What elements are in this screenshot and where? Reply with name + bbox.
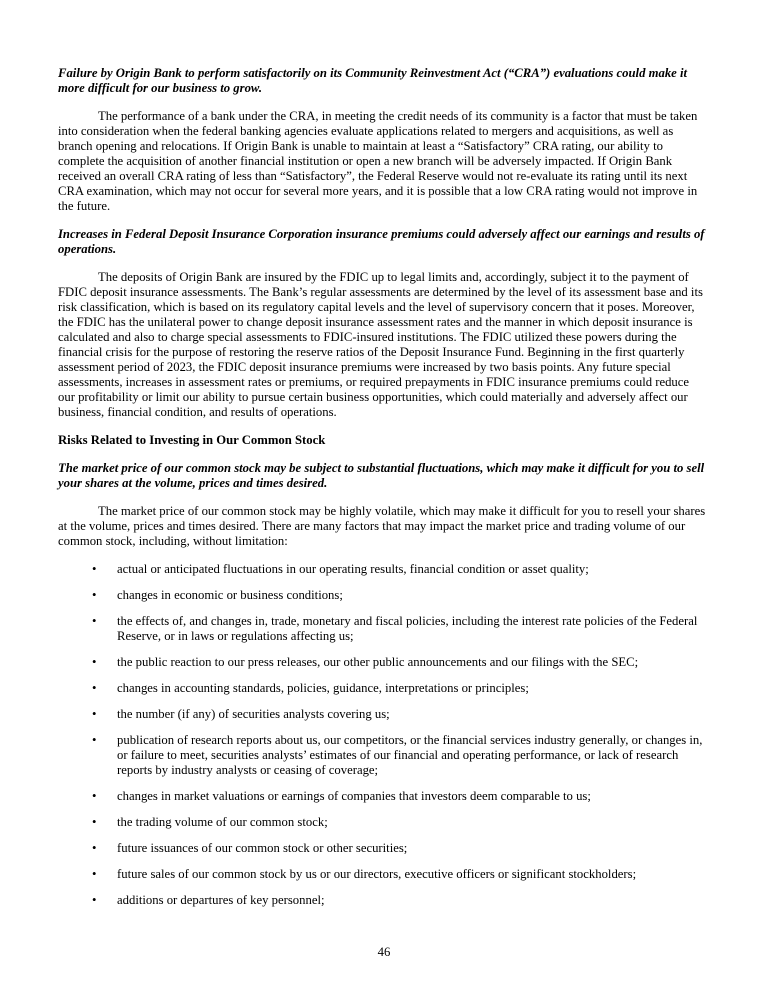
bullet-icon: • — [92, 562, 97, 576]
page-number: 46 — [377, 945, 391, 959]
bullet-item — [58, 707, 708, 722]
bullet-item — [58, 655, 708, 670]
bullet-icon: • — [92, 681, 97, 695]
section-heading: Increases in Federal Deposit Insurance Corporation insurance premiums could adversely affect our earnings and results of operations. — [58, 227, 705, 256]
bullet-item-text: the number (if any) of securities analysts covering us; — [117, 707, 390, 721]
bullet-icon: • — [92, 867, 97, 881]
body-paragraph: The market price of our common stock may be highly volatile, which may make it difficult for you to resell your shares at the volume, prices and times desired. There are many factors that may impact the market price and trading volume of our common stock, including, without limitation: — [58, 504, 706, 548]
bullet-item-text: publication of research reports about us, our competitors, or the financial services industry generally, or changes in, or failure to meet, securities analysts’ estimates of our financial and operating performance, or lack of research reports by industry analysts or ceasing of coverage; — [117, 733, 703, 777]
bullet-item — [58, 562, 708, 577]
bullet-item — [58, 681, 708, 696]
bullet-item-text: future issuances of our common stock or other securities; — [117, 841, 408, 855]
bullet-icon: • — [92, 893, 97, 907]
bullet-item-text: future sales of our common stock by us or our directors, executive officers or significant stockholders; — [117, 867, 637, 881]
section-heading: Risks Related to Investing in Our Common Stock — [58, 433, 326, 447]
bullet-item — [58, 893, 708, 908]
bullet-item-text: additions or departures of key personnel; — [117, 893, 325, 907]
bullet-item — [58, 815, 708, 830]
bullet-item-text: the public reaction to our press releases, our other public announcements and our filings with the SEC; — [117, 655, 639, 669]
bullet-icon: • — [92, 588, 97, 602]
bullet-item — [58, 614, 708, 644]
bullet-list — [58, 562, 708, 908]
bullet-item-text: changes in market valuations or earnings of companies that investors deem comparable to us; — [117, 789, 591, 803]
bullet-icon: • — [92, 614, 97, 628]
bullet-item — [58, 588, 708, 603]
body-paragraph: The performance of a bank under the CRA, in meeting the credit needs of its community is a factor that must be taken into consideration when the federal banking agencies evaluate applications related to mergers and acquisitions, as well as branch opening and relocations. If Origin Bank is unable to maintain at least a “Satisfactory” CRA rating, our ability to complete the acquisition of another financial institution or open a new branch will be adversely impacted. If Origin Bank received an overall CRA rating of less than “Satisfactory”, the Federal Reserve would not re-evaluate its rating until its next CRA examination, which may not occur for several more years, and it is possible that a low CRA rating would not improve in the future. — [58, 109, 698, 213]
bullet-icon: • — [92, 733, 97, 747]
bullet-icon: • — [92, 815, 97, 829]
bullet-item — [58, 733, 708, 778]
bullet-item-text: changes in accounting standards, policies, guidance, interpretations or principles; — [117, 681, 529, 695]
bullet-item-text: actual or anticipated fluctuations in our operating results, financial condition or asset quality; — [117, 562, 589, 576]
bullet-icon: • — [92, 655, 97, 669]
bullet-icon: • — [92, 789, 97, 803]
bullet-item — [58, 867, 708, 882]
bullet-icon: • — [92, 707, 97, 721]
bullet-item-text: the trading volume of our common stock; — [117, 815, 328, 829]
body-paragraph: The deposits of Origin Bank are insured by the FDIC up to legal limits and, accordingly, subject it to the payment of FDIC deposit insurance assessments. The Bank’s regular assessments are determined by the level of its assessment base and its risk classification, which is based on its regulatory capital levels and the level of supervisory concern that it poses. Moreover, the FDIC has the unilateral power to change deposit insurance assessment rates and the manner in which deposit insurance is calculated and also to charge special assessments to FDIC-insured institutions. The FDIC utilized these powers during the financial crisis for the purpose of restoring the reserve ratios of the Deposit Insurance Fund. Beginning in the first quarterly assessment period of 2023, the FDIC deposit insurance premiums were increased by two basis points. Any future special assessments, increases in assessment rates or premiums, or required prepayments in FDIC insurance premiums could reduce our profitability or limit our ability to pursue certain business opportunities, which could materially and adversely affect our business, financial condition, and results of operations. — [58, 270, 703, 419]
bullet-item-text: changes in economic or business conditions; — [117, 588, 343, 602]
document-content — [58, 66, 708, 908]
bullet-item-text: the effects of, and changes in, trade, monetary and fiscal policies, including the interest rate policies of the Federal Reserve, or in laws or regulations affecting us; — [117, 614, 698, 643]
section-heading: The market price of our common stock may be subject to substantial fluctuations, which may make it difficult for you to sell your shares at the volume, prices and times desired. — [58, 461, 705, 490]
section-heading: Failure by Origin Bank to perform satisfactorily on its Community Reinvestment Act (“CRA”) evaluations could make it more difficult for our business to grow. — [58, 66, 688, 95]
bullet-icon: • — [92, 841, 97, 855]
bullet-item — [58, 841, 708, 856]
bullet-item — [58, 789, 708, 804]
